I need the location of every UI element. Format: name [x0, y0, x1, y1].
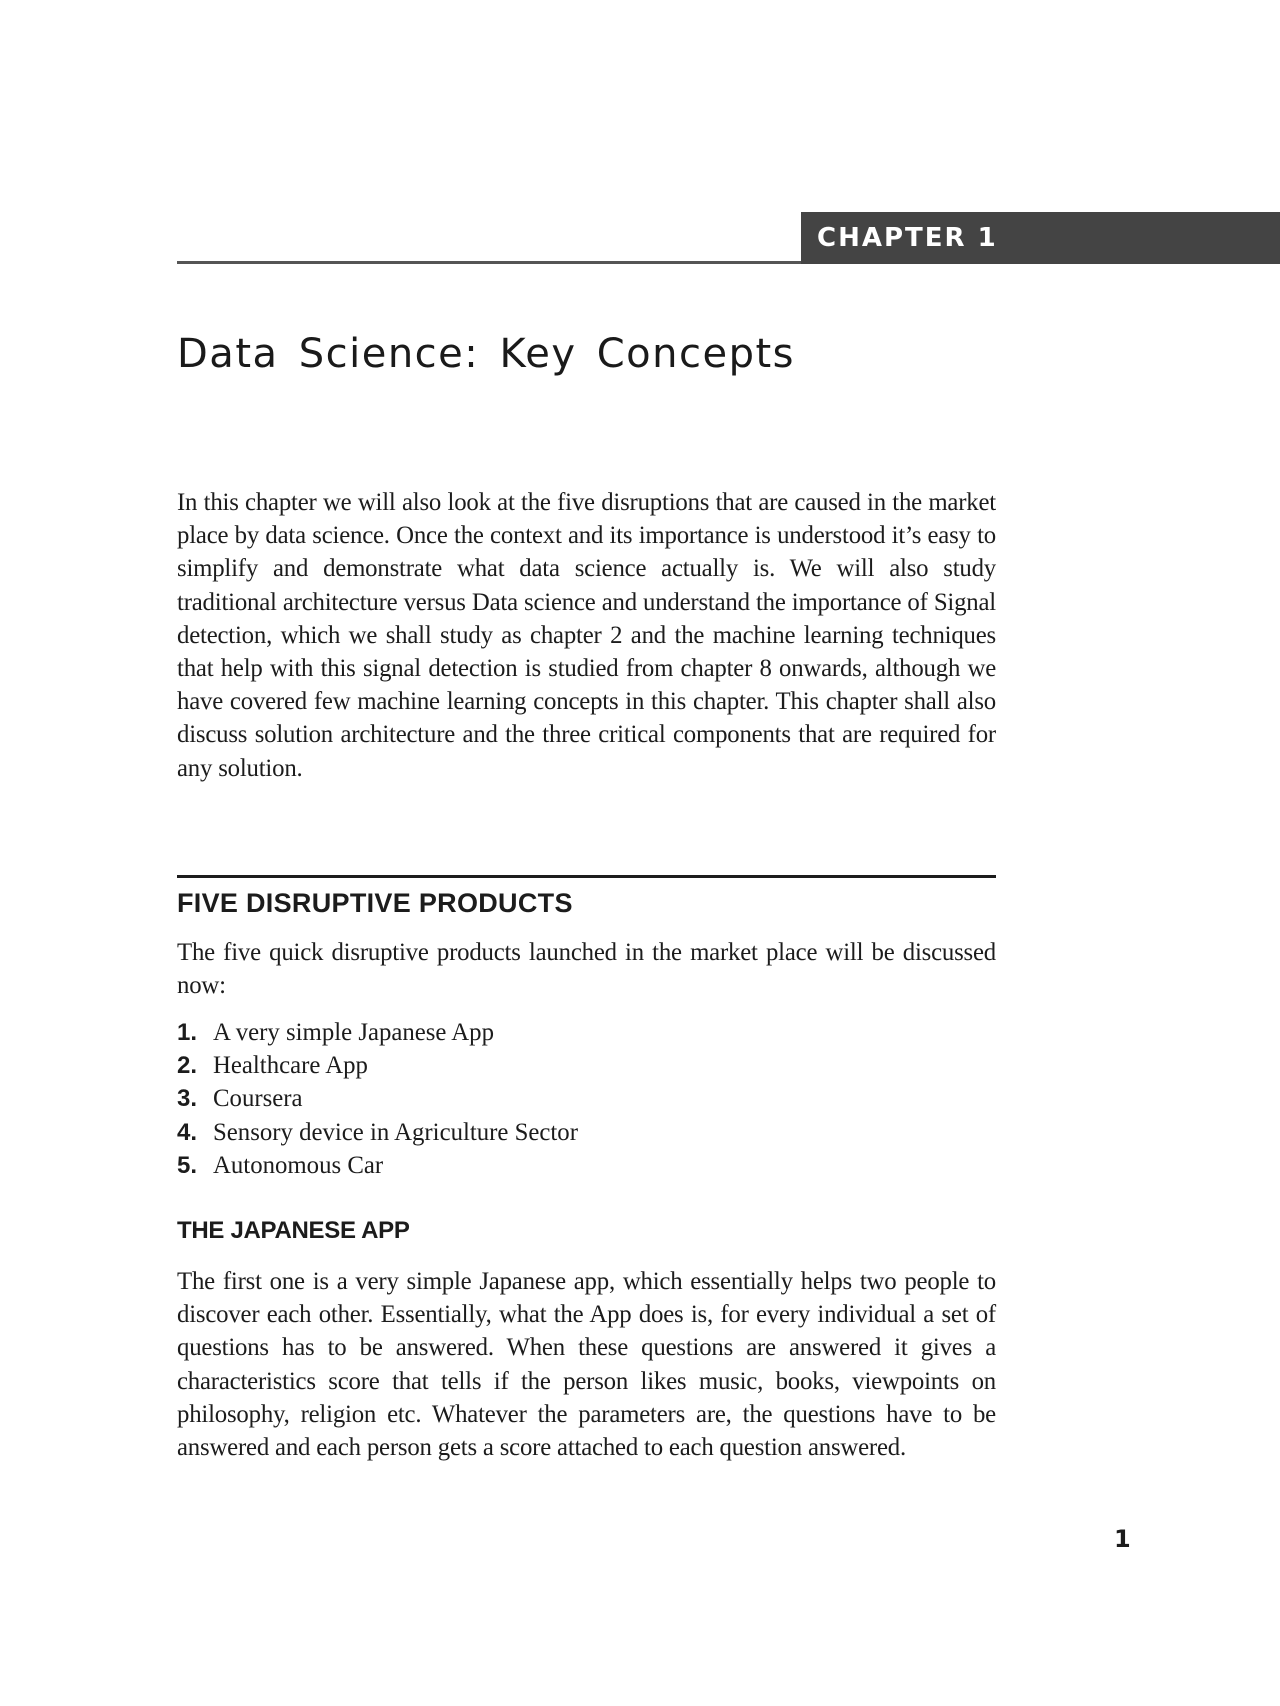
list-item-text: A very simple Japanese App — [213, 1019, 494, 1046]
list-item — [177, 1049, 578, 1082]
chapter-title: Data Science: Key Concepts — [177, 331, 795, 377]
list-item — [177, 1082, 578, 1115]
list-item-number: 3. — [177, 1085, 198, 1113]
list-item-text: Sensory device in Agriculture Sector — [213, 1118, 578, 1146]
list-item — [177, 1149, 578, 1182]
chapter-header-rule — [177, 261, 802, 264]
list-item-text: Coursera — [213, 1085, 303, 1113]
section-rule — [177, 875, 996, 878]
list-item — [177, 1016, 578, 1049]
chapter-label: CHAPTER 1 — [801, 212, 1280, 264]
japanese-app-paragraph: The first one is a very simple Japanese app, which essentially helps two people to discover each other. Essentially, what the App does is, for every individual a set of questions has to be answered. When these questions are answered it gives a characteristics score that tells if the person likes music, books, viewpoints on philosophy, religion etc. Whatever the parameters are, the questions have to be answered and each person gets a score attached to each question answered. — [177, 1268, 996, 1462]
section-intro-paragraph: The five quick disruptive products launched in the market place will be discussed now: — [177, 939, 996, 1000]
intro-paragraph: In this chapter we will also look at the five disruptions that are caused in the market place by data science. Once the context and its importance is understood it’s easy to simplify and demonstrate what data science actually is. We will also study traditional architecture versus Data science and understand the importance of Signal detection, which we shall study as chapter 2 and the machine learning techniques that help with this signal detection is studied from chapter 8 onwards, although we have covered few machine learning concepts in this chapter. This chapter shall also discuss solution architecture and the three critical components that are required for any solution. — [177, 489, 996, 782]
list-item — [177, 1116, 578, 1149]
disruptive-products-list — [177, 1016, 578, 1182]
list-item-text: Healthcare App — [213, 1052, 368, 1080]
list-item-number: 1. — [177, 1019, 198, 1046]
list-item-number: 2. — [177, 1052, 198, 1080]
list-item-text: Autonomous Car — [213, 1151, 384, 1179]
list-item-number: 5. — [177, 1151, 198, 1179]
subsection-heading: THE JAPANESE APP — [177, 1217, 410, 1244]
list-item-number: 4. — [177, 1118, 198, 1146]
section-heading: FIVE DISRUPTIVE PRODUCTS — [177, 888, 573, 918]
page-number: 1 — [1114, 1525, 1131, 1553]
